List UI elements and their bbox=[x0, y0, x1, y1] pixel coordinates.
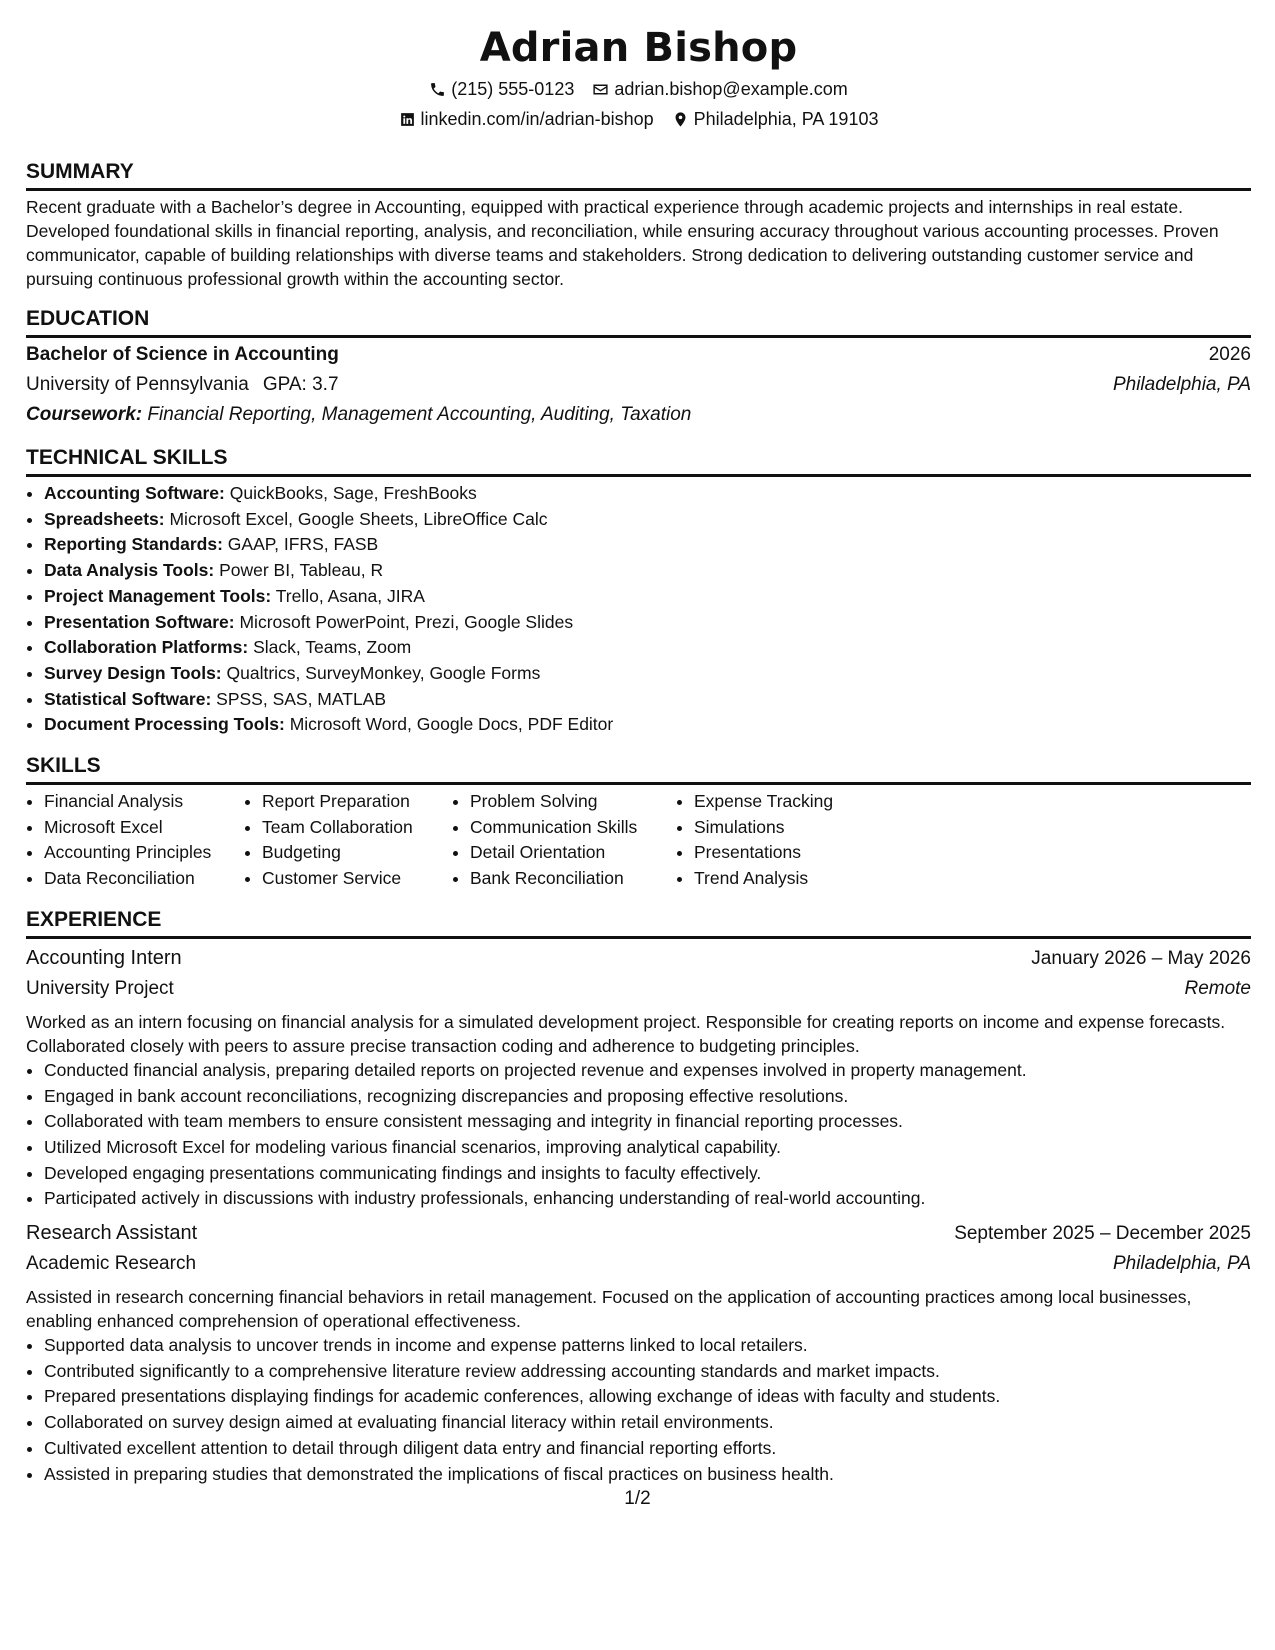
job-location: Remote bbox=[1184, 977, 1251, 999]
list-item: • Engaged in bank account reconciliations, recognizing discrepancies and proposing effective resolutions. bbox=[44, 1084, 1251, 1110]
list-item: • Microsoft Excel bbox=[44, 815, 244, 841]
list-item: • Communication Skills bbox=[470, 815, 676, 841]
list-item: • Detail Orientation bbox=[470, 840, 676, 866]
list-item: • Conducted financial analysis, preparing detailed reports on projected revenue and expenses involved in property management. bbox=[44, 1058, 1251, 1084]
list-item: • Statistical Software: SPSS, SAS, MATLAB bbox=[44, 687, 1251, 713]
list-item: • Bank Reconciliation bbox=[470, 866, 676, 892]
list-item: • Financial Analysis bbox=[44, 789, 244, 815]
technical-skills-list bbox=[26, 481, 1251, 738]
job-role: Research Assistant bbox=[26, 1222, 198, 1245]
list-item: • Survey Design Tools: Qualtrics, SurveyMonkey, Google Forms bbox=[44, 661, 1251, 687]
list-item: • Budgeting bbox=[262, 840, 452, 866]
envelope-icon bbox=[592, 81, 609, 98]
coursework-list: Financial Reporting, Management Accounting, Auditing, Taxation bbox=[147, 404, 692, 425]
list-item: • Participated actively in discussions with industry professionals, enhancing understanding of real-world accounting. bbox=[44, 1186, 1251, 1212]
list-item: • Document Processing Tools: Microsoft Word, Google Docs, PDF Editor bbox=[44, 712, 1251, 738]
experience-section bbox=[26, 906, 1251, 1487]
resume-header bbox=[26, 22, 1251, 134]
list-item: • Customer Service bbox=[262, 866, 452, 892]
school-location: Philadelphia, PA bbox=[1112, 374, 1251, 395]
technical-skills-heading: TECHNICAL SKILLS bbox=[26, 444, 1251, 477]
job-org: University Project bbox=[26, 977, 174, 999]
list-item: • Spreadsheets: Microsoft Excel, Google Sheets, LibreOffice Calc bbox=[44, 507, 1251, 533]
contact-line-2 bbox=[26, 104, 1251, 134]
summary-section bbox=[26, 158, 1251, 291]
school: University of Pennsylvania bbox=[26, 374, 249, 395]
school-line bbox=[26, 370, 339, 400]
list-item: • Utilized Microsoft Excel for modeling various financial scenarios, improving analytical capability. bbox=[44, 1135, 1251, 1161]
email-text[interactable]: adrian.bishop@example.com bbox=[614, 79, 848, 99]
linkedin-icon bbox=[399, 111, 416, 128]
list-item: • Data Analysis Tools: Power BI, Tableau, R bbox=[44, 558, 1251, 584]
job-bullets bbox=[26, 1058, 1251, 1212]
skills-column-1 bbox=[26, 789, 244, 892]
location-text: Philadelphia, PA 19103 bbox=[693, 109, 879, 129]
summary-text: Recent graduate with a Bachelor’s degree in Accounting, equipped with practical experience through academic projects and internships in real estate. Developed foundational skills in financial reporting, analysis, and reconciliation, while ensuring accuracy throughout various accounting processes. Proven communicator, capable of building relationships with diverse teams and stakeholders. Strong dedication to delivering outstanding customer service and pursuing continuous professional growth within the accounting sector. bbox=[26, 197, 1219, 289]
list-item: • Contributed significantly to a comprehensive literature review addressing accounting standards and market impacts. bbox=[44, 1359, 1251, 1385]
list-item: • Accounting Software: QuickBooks, Sage, FreshBooks bbox=[44, 481, 1251, 507]
list-item: • Collaborated on survey design aimed at evaluating financial literacy within retail environments. bbox=[44, 1410, 1251, 1436]
list-item: • Trend Analysis bbox=[694, 866, 894, 892]
list-item: • Simulations bbox=[694, 815, 894, 841]
contact-location bbox=[672, 104, 879, 134]
phone-icon bbox=[429, 81, 446, 98]
skills-section bbox=[26, 752, 1251, 892]
list-item: • Supported data analysis to uncover trends in income and expense patterns linked to local retailers. bbox=[44, 1333, 1251, 1359]
coursework bbox=[26, 400, 1251, 430]
skills-column-3 bbox=[452, 789, 676, 892]
skills-column-2 bbox=[244, 789, 452, 892]
list-item: • Prepared presentations displaying findings for academic conferences, allowing exchange of ideas with faculty and students. bbox=[44, 1384, 1251, 1410]
contact-line-1 bbox=[26, 74, 1251, 104]
page-number: 1/2 bbox=[624, 1488, 651, 1509]
job-org: Academic Research bbox=[26, 1253, 197, 1275]
list-item: • Cultivated excellent attention to detail through diligent data entry and financial reporting efforts. bbox=[44, 1436, 1251, 1462]
list-item: • Developed engaging presentations communicating findings and insights to faculty effectively. bbox=[44, 1161, 1251, 1187]
job-subheader bbox=[26, 1249, 1251, 1279]
job-entry bbox=[26, 943, 1251, 1212]
skills-heading: SKILLS bbox=[26, 752, 1251, 785]
job-description: Assisted in research concerning financial behaviors in retail management. Focused on the application of accounting practices among local businesses, enabling enhanced comprehension of operational effectiveness. bbox=[26, 1287, 1192, 1332]
summary-heading: SUMMARY bbox=[26, 158, 1251, 191]
job-subheader bbox=[26, 974, 1251, 1004]
linkedin-text[interactable]: linkedin.com/in/adrian-bishop bbox=[420, 109, 654, 129]
job-entry bbox=[26, 1218, 1251, 1487]
list-item: • Collaboration Platforms: Slack, Teams, Zoom bbox=[44, 635, 1251, 661]
list-item: • Expense Tracking bbox=[694, 789, 894, 815]
phone-text: (215) 555-0123 bbox=[451, 79, 575, 99]
experience-heading: EXPERIENCE bbox=[26, 906, 1251, 939]
contact-phone bbox=[429, 74, 574, 104]
list-item: • Assisted in preparing studies that demonstrated the implications of fiscal practices on business health. bbox=[44, 1462, 1251, 1488]
job-bullets bbox=[26, 1333, 1251, 1487]
gpa: GPA: 3.7 bbox=[262, 374, 339, 395]
list-item: • Report Preparation bbox=[262, 789, 452, 815]
skills-grid bbox=[26, 785, 1251, 892]
job-location: Philadelphia, PA bbox=[1112, 1253, 1251, 1275]
job-header bbox=[26, 943, 1251, 974]
list-item: • Presentations bbox=[694, 840, 894, 866]
graduation-year: 2026 bbox=[1208, 344, 1251, 365]
contact-email[interactable] bbox=[592, 74, 847, 104]
candidate-name: Adrian Bishop bbox=[479, 25, 798, 71]
map-marker-icon bbox=[672, 111, 689, 128]
job-dates: January 2026 – May 2026 bbox=[1031, 947, 1251, 969]
contact-linkedin[interactable] bbox=[399, 104, 654, 134]
list-item: • Problem Solving bbox=[470, 789, 676, 815]
list-item: • Team Collaboration bbox=[262, 815, 452, 841]
technical-skills-section bbox=[26, 444, 1251, 738]
education-row-2 bbox=[26, 370, 1251, 400]
degree: Bachelor of Science in Accounting bbox=[26, 344, 339, 365]
job-header bbox=[26, 1218, 1251, 1249]
job-dates: September 2025 – December 2025 bbox=[954, 1223, 1251, 1245]
list-item: • Accounting Principles bbox=[44, 840, 244, 866]
job-role: Accounting Intern bbox=[26, 946, 182, 969]
list-item: • Presentation Software: Microsoft PowerPoint, Prezi, Google Slides bbox=[44, 610, 1251, 636]
list-item: • Reporting Standards: GAAP, IFRS, FASB bbox=[44, 532, 1251, 558]
job-description: Worked as an intern focusing on financial analysis for a simulated development project. Responsible for creating reports on income and expense forecasts. Collaborated closely with peers to assure precise transaction coding and adherence to budgeting principles. bbox=[26, 1011, 1226, 1056]
education-row-1 bbox=[26, 340, 1251, 370]
coursework-label: Coursework: bbox=[26, 404, 143, 425]
education-section bbox=[26, 305, 1251, 430]
list-item: • Data Reconciliation bbox=[44, 866, 244, 892]
list-item: • Project Management Tools: Trello, Asana, JIRA bbox=[44, 584, 1251, 610]
education-heading: EDUCATION bbox=[26, 305, 1251, 338]
skills-column-4 bbox=[676, 789, 894, 892]
list-item: • Collaborated with team members to ensure consistent messaging and integrity in financial reporting processes. bbox=[44, 1109, 1251, 1135]
